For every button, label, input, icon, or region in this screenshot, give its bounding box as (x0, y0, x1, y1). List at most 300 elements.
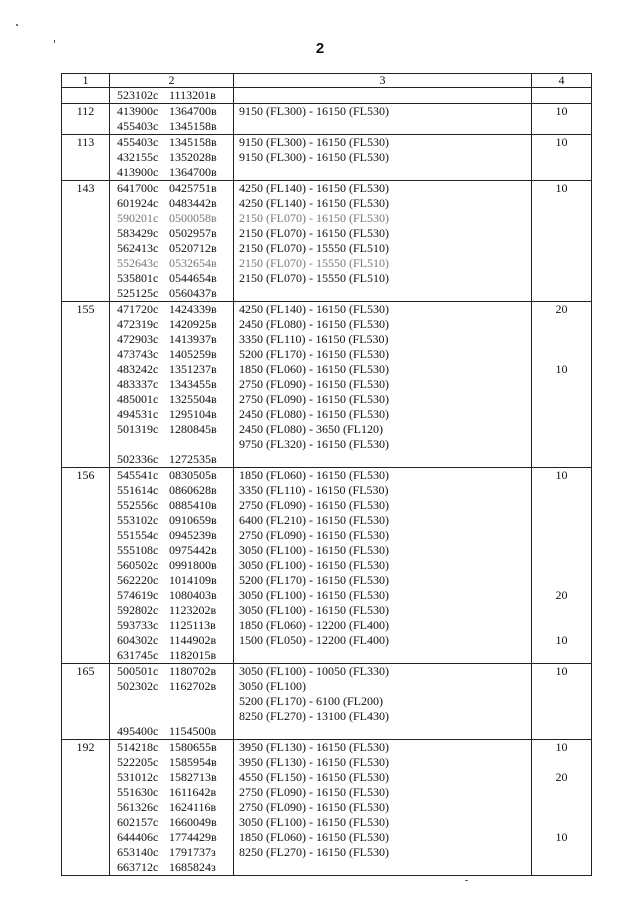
coordinate-pair (117, 407, 233, 422)
latitude: 601924с (117, 196, 159, 210)
value (532, 785, 591, 800)
value (532, 800, 591, 815)
latitude: 473743с (117, 347, 159, 361)
longitude: 0885410в (169, 498, 217, 512)
value: 10 (555, 633, 568, 647)
altitude-range: 3050 (FL100) - 16150 (FL530) (239, 603, 389, 617)
value: 10 (555, 181, 568, 195)
altitude-range-cell (234, 740, 532, 876)
altitude-range: 2750 (FL090) - 16150 (FL530) (239, 498, 389, 512)
column-header-2: 2 (110, 74, 234, 88)
latitude: 525125с (117, 286, 159, 300)
latitude: 522205с (117, 755, 159, 769)
row-id: 155 (62, 302, 110, 468)
longitude: 1080403в (169, 588, 217, 602)
latitude: 560502с (117, 558, 159, 572)
value: 20 (555, 770, 568, 784)
altitude-range (239, 648, 531, 663)
altitude-range: 3050 (FL100) - 10050 (FL330) (239, 664, 389, 678)
coordinate-pair (117, 830, 233, 845)
altitude-range: 3050 (FL100) - 16150 (FL530) (239, 543, 389, 557)
value (532, 226, 591, 241)
longitude: 1420925в (169, 317, 217, 331)
longitude: 0910659в (169, 513, 217, 527)
longitude: 0860628в (169, 483, 217, 497)
latitude: 551554с (117, 528, 159, 542)
value (532, 317, 591, 332)
coordinate-pair (117, 165, 233, 180)
longitude: 1014109в (169, 573, 217, 587)
value (532, 422, 591, 437)
altitude-range: 2750 (FL090) - 16150 (FL530) (239, 377, 389, 391)
page-number: 2 (315, 40, 325, 57)
longitude: 1144902в (169, 633, 217, 647)
altitude-range: 1850 (FL060) - 12200 (FL400) (239, 618, 389, 632)
latitude: 631745с (117, 648, 159, 662)
latitude: 555108с (117, 543, 159, 557)
altitude-range: 2150 (FL070) - 15550 (FL510) (239, 241, 389, 255)
longitude: 1295104в (169, 407, 217, 421)
coordinate-pair (117, 558, 233, 573)
coordinate-pair (117, 317, 233, 332)
value (532, 845, 591, 860)
altitude-range: 2750 (FL090) - 16150 (FL530) (239, 392, 389, 406)
longitude: 1624116в (169, 800, 217, 814)
latitude: 583429с (117, 226, 159, 240)
latitude: 593733с (117, 618, 159, 632)
value (532, 241, 591, 256)
altitude-range (239, 286, 531, 301)
value (532, 498, 591, 513)
latitude: 495400с (117, 724, 159, 738)
latitude: 413900с (117, 104, 159, 118)
value (532, 755, 591, 770)
value: 10 (555, 740, 568, 754)
coordinates-cell (110, 181, 234, 302)
latitude: 455403с (117, 119, 159, 133)
value (532, 392, 591, 407)
row-id: 112 (62, 104, 110, 135)
altitude-range: 9150 (FL300) - 16150 (FL530) (239, 104, 389, 118)
longitude: 1685824з (169, 860, 216, 874)
altitude-range: 2450 (FL080) - 16150 (FL530) (239, 317, 389, 331)
table-row (62, 135, 592, 181)
row-id: 165 (62, 664, 110, 740)
value (532, 271, 591, 286)
altitude-range: 9150 (FL300) - 16150 (FL530) (239, 150, 389, 164)
scan-speck (465, 880, 468, 881)
value (532, 196, 591, 211)
value (532, 543, 591, 558)
value (532, 437, 591, 452)
coordinate-pair (117, 88, 233, 103)
row-id: 143 (62, 181, 110, 302)
value (532, 165, 591, 180)
coordinate-pair (117, 755, 233, 770)
coordinate-pair (117, 241, 233, 256)
latitude: 455403с (117, 135, 159, 149)
longitude: 1364700в (169, 104, 217, 118)
value (532, 407, 591, 422)
coordinates-cell (110, 664, 234, 740)
longitude: 1352028в (169, 150, 217, 164)
latitude: 592802с (117, 603, 159, 617)
coordinate-pair (117, 543, 233, 558)
altitude-range: 3950 (FL130) - 16150 (FL530) (239, 755, 389, 769)
coordinate-pair (117, 633, 233, 648)
value-cell (532, 468, 592, 664)
longitude: 1424339в (169, 302, 217, 316)
longitude: 0830505в (169, 468, 217, 482)
value (532, 648, 591, 663)
latitude: 472319с (117, 317, 159, 331)
coordinate-pair (117, 603, 233, 618)
longitude: 0500058в (169, 211, 217, 225)
latitude: 574619с (117, 588, 159, 602)
longitude: 1325504в (169, 392, 217, 406)
latitude: 502302с (117, 679, 159, 693)
longitude: 1774429в (169, 830, 217, 844)
longitude: 0975442в (169, 543, 217, 557)
table-row (62, 181, 592, 302)
coordinate-pair (117, 709, 233, 724)
altitude-range: 2450 (FL080) - 16150 (FL530) (239, 407, 389, 421)
coordinate-pair (117, 679, 233, 694)
value: 10 (555, 104, 568, 118)
value: 10 (555, 830, 568, 844)
coordinate-pair (117, 648, 233, 663)
latitude: 494531с (117, 407, 159, 421)
longitude: 1280845в (169, 422, 217, 436)
latitude: 502336с (117, 452, 159, 466)
coordinate-pair (117, 785, 233, 800)
latitude: 653140с (117, 845, 159, 859)
longitude: 0520712в (169, 241, 217, 255)
altitude-range: 3350 (FL110) - 16150 (FL530) (239, 332, 389, 346)
altitude-range: 1850 (FL060) - 16150 (FL530) (239, 362, 389, 376)
coordinate-pair (117, 740, 233, 755)
row-id: 156 (62, 468, 110, 664)
altitude-range: 2750 (FL090) - 16150 (FL530) (239, 800, 389, 814)
value (532, 332, 591, 347)
longitude: 0544654в (169, 271, 217, 285)
coordinate-pair (117, 422, 233, 437)
coordinate-pair (117, 800, 233, 815)
coordinate-pair (117, 286, 233, 301)
coordinate-pair (117, 271, 233, 286)
altitude-range: 3350 (FL110) - 16150 (FL530) (239, 483, 389, 497)
altitude-range-cell (234, 104, 532, 135)
longitude: 1272535в (169, 452, 217, 466)
value (532, 150, 591, 165)
altitude-range: 2150 (FL070) - 15550 (FL510) (239, 256, 389, 270)
latitude: 472903с (117, 332, 159, 346)
value (532, 618, 591, 633)
altitude-range (239, 452, 531, 467)
altitude-range (239, 165, 531, 180)
coordinates-cell (110, 135, 234, 181)
value: 20 (555, 302, 568, 316)
altitude-range: 5200 (FL170) - 6100 (FL200) (239, 694, 383, 708)
latitude: 641700с (117, 181, 159, 195)
altitude-range: 8250 (FL270) - 13100 (FL430) (239, 709, 389, 723)
altitude-range (239, 88, 531, 103)
row-id (62, 88, 110, 104)
value (532, 815, 591, 830)
value-cell (532, 104, 592, 135)
coordinates-cell (110, 88, 234, 104)
altitude-range: 2150 (FL070) - 16150 (FL530) (239, 211, 389, 225)
longitude: 1611642в (169, 785, 217, 799)
coordinate-pair (117, 815, 233, 830)
longitude: 1345158в (169, 135, 217, 149)
longitude: 1351237в (169, 362, 217, 376)
longitude: 1343455в (169, 377, 217, 391)
altitude-range: 4550 (FL150) - 16150 (FL530) (239, 770, 389, 784)
longitude: 1582713в (169, 770, 217, 784)
longitude: 1345158в (169, 119, 217, 133)
coordinates-table (61, 73, 592, 876)
table-row (62, 104, 592, 135)
latitude: 483242с (117, 362, 159, 376)
coordinate-pair (117, 452, 233, 467)
longitude: 1405259в (169, 347, 217, 361)
coordinate-pair (117, 332, 233, 347)
latitude: 531012с (117, 770, 159, 784)
longitude: 0483442в (169, 196, 217, 210)
value (532, 211, 591, 226)
altitude-range-cell (234, 302, 532, 468)
coordinate-pair (117, 694, 233, 709)
latitude: 413900с (117, 165, 159, 179)
coordinate-pair (117, 362, 233, 377)
altitude-range: 2750 (FL090) - 16150 (FL530) (239, 785, 389, 799)
latitude: 501319с (117, 422, 159, 436)
value (532, 860, 591, 875)
value (532, 452, 591, 467)
longitude: 1364700в (169, 165, 217, 179)
value (532, 483, 591, 498)
latitude: 553102с (117, 513, 159, 527)
row-id: 192 (62, 740, 110, 876)
latitude: 545541с (117, 468, 159, 482)
latitude: 604302с (117, 633, 159, 647)
coordinate-pair (117, 573, 233, 588)
coordinate-pair (117, 150, 233, 165)
value (532, 709, 591, 724)
latitude: 500501с (117, 664, 159, 678)
coordinates-cell (110, 468, 234, 664)
altitude-range: 6400 (FL210) - 16150 (FL530) (239, 513, 389, 527)
latitude: 562413с (117, 241, 159, 255)
value (532, 724, 591, 739)
longitude: 0945239в (169, 528, 217, 542)
altitude-range: 9150 (FL300) - 16150 (FL530) (239, 135, 389, 149)
column-header-1: 1 (62, 74, 110, 88)
table-row (62, 468, 592, 664)
altitude-range-cell (234, 181, 532, 302)
altitude-range: 2450 (FL080) - 3650 (FL120) (239, 422, 383, 436)
coordinate-pair (117, 181, 233, 196)
altitude-range: 2750 (FL090) - 16150 (FL530) (239, 528, 389, 542)
column-header-3: 3 (234, 74, 532, 88)
altitude-range: 2150 (FL070) - 15550 (FL510) (239, 271, 389, 285)
coordinate-pair (117, 104, 233, 119)
row-id: 113 (62, 135, 110, 181)
latitude: 432155с (117, 150, 159, 164)
table-row (62, 302, 592, 468)
coordinate-pair (117, 724, 233, 739)
value (532, 256, 591, 271)
altitude-range: 8250 (FL270) - 16150 (FL530) (239, 845, 389, 859)
coordinate-pair (117, 845, 233, 860)
value (532, 347, 591, 362)
coordinates-cell (110, 104, 234, 135)
coordinate-pair (117, 196, 233, 211)
altitude-range: 3050 (FL100) (239, 679, 306, 693)
value (532, 286, 591, 301)
value (532, 528, 591, 543)
latitude: 483337с (117, 377, 159, 391)
coordinate-pair (117, 347, 233, 362)
latitude: 561326с (117, 800, 159, 814)
value (532, 88, 591, 103)
value (532, 573, 591, 588)
coordinate-pair (117, 392, 233, 407)
altitude-range (239, 860, 531, 875)
table-row (62, 88, 592, 104)
latitude: 551614с (117, 483, 159, 497)
longitude: 1182015в (169, 648, 217, 662)
altitude-range: 1850 (FL060) - 16150 (FL530) (239, 468, 389, 482)
value: 10 (555, 468, 568, 482)
altitude-range: 4250 (FL140) - 16150 (FL530) (239, 302, 389, 316)
altitude-range-cell (234, 135, 532, 181)
latitude: 485001с (117, 392, 159, 406)
coordinate-pair (117, 302, 233, 317)
altitude-range: 4250 (FL140) - 16150 (FL530) (239, 196, 389, 210)
altitude-range: 4250 (FL140) - 16150 (FL530) (239, 181, 389, 195)
altitude-range: 1500 (FL050) - 12200 (FL400) (239, 633, 389, 647)
coordinate-pair (117, 528, 233, 543)
latitude: 590201с (117, 211, 159, 225)
altitude-range: 1850 (FL060) - 16150 (FL530) (239, 830, 389, 844)
value (532, 603, 591, 618)
value-cell (532, 740, 592, 876)
altitude-range: 3050 (FL100) - 16150 (FL530) (239, 558, 389, 572)
value: 10 (555, 362, 568, 376)
longitude: 1162702в (169, 679, 217, 693)
value (532, 679, 591, 694)
altitude-range (239, 724, 531, 739)
coordinate-pair (117, 498, 233, 513)
longitude: 1791737з (169, 845, 216, 859)
value-cell (532, 664, 592, 740)
coordinate-pair (117, 664, 233, 679)
latitude: 602157с (117, 815, 159, 829)
altitude-range: 3050 (FL100) - 16150 (FL530) (239, 815, 389, 829)
coordinate-pair (117, 377, 233, 392)
longitude: 0502957в (169, 226, 217, 240)
coordinate-pair (117, 437, 233, 452)
table-header-row (62, 74, 592, 88)
longitude: 0425751в (169, 181, 217, 195)
coordinate-pair (117, 770, 233, 785)
longitude: 1585954в (169, 755, 217, 769)
table-row (62, 664, 592, 740)
longitude: 1154500в (169, 724, 217, 738)
coordinate-pair (117, 135, 233, 150)
coordinate-pair (117, 468, 233, 483)
altitude-range-cell (234, 88, 532, 104)
coordinate-pair (117, 256, 233, 271)
value (532, 694, 591, 709)
altitude-range: 2150 (FL070) - 16150 (FL530) (239, 226, 389, 240)
longitude: 1660049в (169, 815, 217, 829)
value-cell (532, 88, 592, 104)
coordinates-cell (110, 740, 234, 876)
latitude: 551630с (117, 785, 159, 799)
longitude: 1580655в (169, 740, 217, 754)
coordinate-pair (117, 513, 233, 528)
coordinate-pair (117, 618, 233, 633)
coordinate-pair (117, 483, 233, 498)
latitude: 552556с (117, 498, 159, 512)
latitude: 514218с (117, 740, 159, 754)
value: 10 (555, 135, 568, 149)
coordinate-pair (117, 588, 233, 603)
longitude: 1125113в (169, 618, 216, 632)
coordinate-pair (117, 211, 233, 226)
altitude-range: 3050 (FL100) - 16150 (FL530) (239, 588, 389, 602)
latitude: 663712с (117, 860, 159, 874)
longitude: 1413937в (169, 332, 217, 346)
value (532, 558, 591, 573)
latitude: 535801с (117, 271, 159, 285)
altitude-range: 3950 (FL130) - 16150 (FL530) (239, 740, 389, 754)
coordinate-pair (117, 226, 233, 241)
value (532, 119, 591, 134)
value-cell (532, 302, 592, 468)
value (532, 513, 591, 528)
value-cell (532, 181, 592, 302)
latitude: 644406с (117, 830, 159, 844)
value: 10 (555, 664, 568, 678)
latitude: 562220с (117, 573, 159, 587)
altitude-range-cell (234, 664, 532, 740)
latitude: 523102с (117, 88, 159, 102)
value: 20 (555, 588, 568, 602)
value (532, 377, 591, 392)
altitude-range: 5200 (FL170) - 16150 (FL530) (239, 347, 389, 361)
coordinate-pair (117, 119, 233, 134)
latitude: 552643с (117, 256, 159, 270)
longitude: 1123202в (169, 603, 217, 617)
latitude: 471720с (117, 302, 159, 316)
column-header-4: 4 (532, 74, 592, 88)
table-row (62, 740, 592, 876)
scan-speck (16, 24, 18, 26)
coordinates-cell (110, 302, 234, 468)
longitude: 0991800в (169, 558, 217, 572)
longitude: 1113201в (169, 88, 216, 102)
altitude-range: 5200 (FL170) - 16150 (FL530) (239, 573, 389, 587)
longitude: 0560437в (169, 286, 217, 300)
coordinate-pair (117, 860, 233, 875)
longitude: 0532654в (169, 256, 217, 270)
value-cell (532, 135, 592, 181)
longitude: 1180702в (169, 664, 217, 678)
